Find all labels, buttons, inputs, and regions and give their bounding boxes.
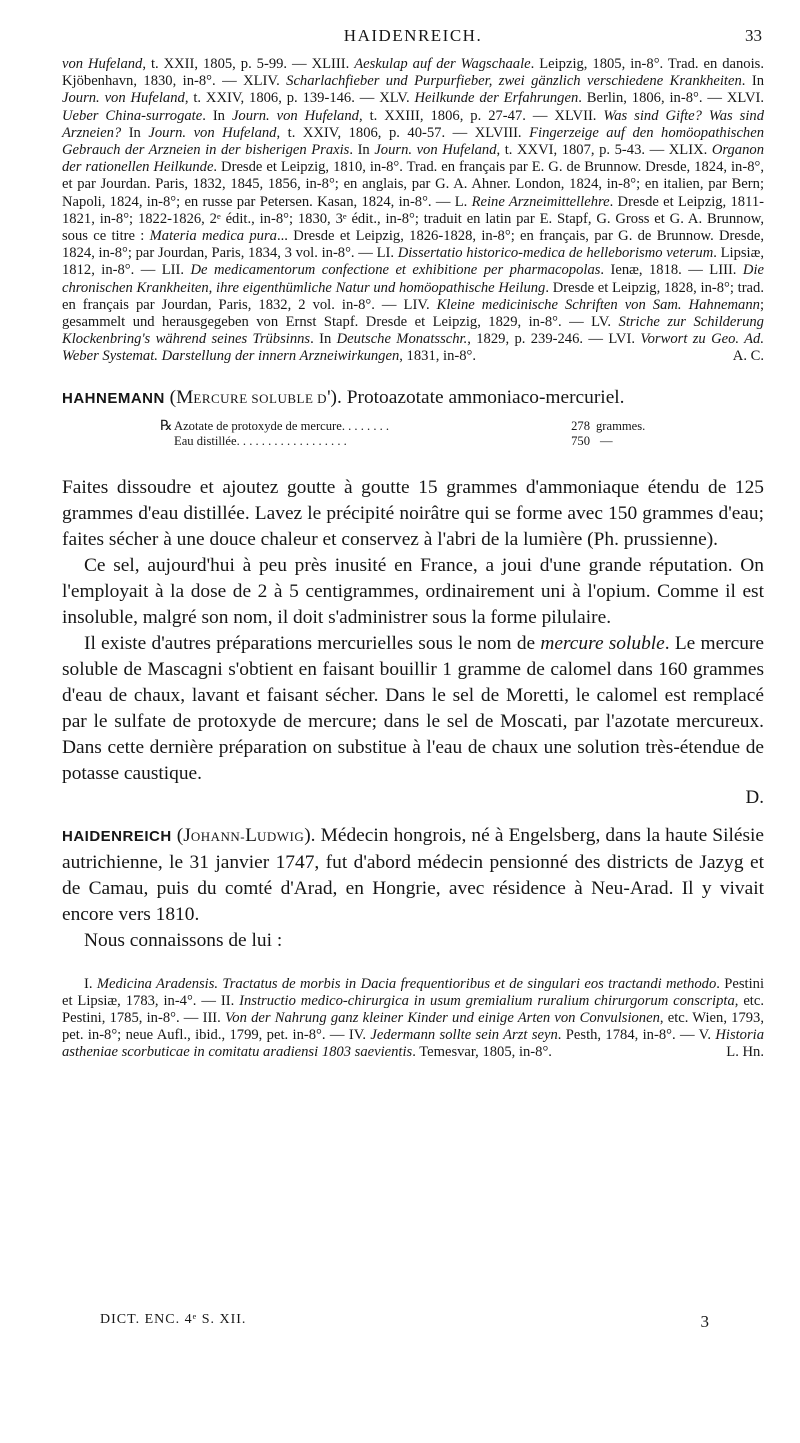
- text-run: . Pesth, 1784, in-8°. — V.: [557, 1027, 716, 1044]
- work-title-italic: Journ. von Hufeland: [374, 142, 497, 159]
- page-footer: [100, 1312, 710, 1332]
- formula-quantity: 750: [571, 433, 590, 448]
- forename-smallcaps-2: UDWIG: [256, 828, 305, 844]
- bibliography-haidenreich-body: [62, 976, 764, 1061]
- subtitle-cap: M: [176, 386, 194, 408]
- bibliography-haidenreich: [62, 976, 764, 1062]
- formula-unit: grammes.: [596, 418, 646, 433]
- author-signature-ac: A. C.: [732, 348, 764, 365]
- mercure-paragraph-1: [62, 475, 764, 553]
- text-run: , etc. Pestini, 1785, in-8°. — III.: [62, 992, 764, 1027]
- text-run: , t. XXIV, 1806, p. 139-146. — XLV.: [184, 90, 415, 107]
- recipe-icon: ℞: [160, 418, 173, 434]
- text-run: , 1831, in-8°.: [399, 348, 477, 365]
- paren-open: (: [171, 824, 184, 846]
- text-run: , t. XXIV, 1806, p. 40-57. — XLVIII.: [276, 124, 530, 141]
- bibliography-hufeland: [62, 56, 764, 366]
- formula-table: [160, 419, 764, 449]
- text-run: . Leipzig, 1805, in-8°. Trad. en danois. Kjöbenhavn, 1830, in-8°. — XLIV.: [62, 56, 764, 90]
- text-run: Ce sel, aujourd'hui à peu près inusité en France, a joui d'une grande réputation. On l'employait à la dose de 2 à 5 centigrammes, ordinairement uni à l'opium. Comme il est insoluble, malgré son nom, il doit s'administrer sous la forme pilulaire.: [62, 554, 764, 628]
- text-run: . Pestini et Lipsiæ, 1783, in-4°. — II.: [62, 975, 764, 1009]
- work-title-italic: Medicina Aradensis. Tractatus de morbis in Dacia frequentioribus et de singulari eos tractandi methodo: [96, 975, 717, 992]
- entry-heading-mercure: [62, 384, 764, 413]
- work-title-italic: Was sind Gifte? Was sind Arzneien?: [62, 107, 764, 141]
- work-title-italic: Organon der rationellen Heilkunde: [62, 142, 764, 176]
- work-title-italic: Vorwort zu Geo. Ad. Weber Systemat. Darstellung der innern Arzneiwirkungen: [62, 331, 764, 365]
- work-title-italic: Heilkunde der Erfahrungen: [414, 90, 579, 107]
- work-title-italic: Journ. von Hufeland: [148, 124, 277, 141]
- entry-heading-haidenreich: [62, 823, 764, 928]
- mercure-paragraph-2: [62, 553, 764, 631]
- work-title-italic: Jedermann sollte sein Arzt seyn: [370, 1027, 558, 1044]
- work-title-italic: Instructio medico-chirurgica in usum gremialium ruralium chirurgorum conscripta: [239, 992, 735, 1009]
- work-title-italic: De medicamentorum confectione et exhibitione per pharmacopolas: [190, 262, 601, 279]
- text-run: . Dresde et Leipzig, 1811-1821, in-8°; 1822-1826, 2ᵉ édit., in-8°; 1830, 3ᵉ édit., in-8°; traduit en latin par E. Stapf, G. Gross et G. A. Brunnow, sous ce titre :: [62, 193, 764, 245]
- paren-open: (: [164, 386, 177, 408]
- running-head: [62, 26, 764, 56]
- text-run: , t. XXII, 1805, p. 5-99. — XLIII.: [142, 56, 355, 72]
- sheet-signature: DICT. ENC. 4ᵉ S. XII.: [100, 1312, 247, 1327]
- text-run: . Temesvar, 1805, in-8°.: [412, 1044, 552, 1061]
- forename-cap-2: L: [245, 824, 257, 846]
- text-run: . Dresde et Leipzig, 1828, in-8°; trad. en français par Jourdan, Paris, 1832, 2 vol. in-8°. — LIV.: [62, 279, 764, 313]
- work-title-italic: Ueber China-surrogate: [62, 107, 203, 124]
- sheet-number: 3: [700, 1312, 710, 1331]
- formula-ingredient: Eau distillée. . . . . . . . . . . . . . . . . .: [174, 433, 347, 448]
- formula-row: [160, 434, 764, 449]
- work-title-italic: mercure soluble: [540, 632, 665, 654]
- mercure-paragraph-3: [62, 631, 764, 787]
- text-run: Faites dissoudre et ajoutez goutte à goutte 15 grammes d'ammoniaque étendu de 125 grammes d'eau distillée. Lavez le précipité noirâtre qui se forme avec 150 grammes d'eau; faites sécher à une douce chaleur et conservez à l'abri de la lumière (Ph. prussienne).: [62, 476, 764, 550]
- author-signature-lhn: L. Hn.: [726, 1044, 764, 1061]
- text-run: ; gesammelt und herausgegeben von Ernst Stapf. Dresde et Leipzig, 1829, in-8°. — LV.: [62, 296, 764, 331]
- text-run: . Dresde et Leipzig, 1810, in-8°. Trad. en français par E. G. de Brunnow. Dresde, 1824, in-8°, et par Jourdan. Paris, 1832, 1845, 1856, in-8°; en anglais, par G. A. Ahner. London, 1824, in-8°; en italien, par Bern; Napoli, 1824, in-8°; en russe par Petersen. Kasan, 1824, in-8°. — L.: [62, 159, 764, 210]
- formula-row: [160, 419, 764, 434]
- formula-quantity: 278: [571, 418, 590, 433]
- work-title-italic: von Hufeland: [62, 56, 143, 72]
- text-run: ... Dresde et Leipzig, 1826-1828, in-8°; en français, par G. de Brunnow. Dresde, 1824, in-8°; par Jourdan, Paris, 1834, 3 vol. in-8°. — LI.: [62, 228, 765, 262]
- subtitle-smallcaps: ERCURE SOLUBLE D: [193, 390, 328, 406]
- work-title-italic: Die chronischen Krankheiten, ihre eigenthümliche Natur und homöopathische Heilung: [62, 262, 764, 296]
- paren-close: ').: [327, 386, 347, 408]
- text-run: , 1829, p. 239-246. — LVI.: [467, 331, 641, 348]
- work-title-italic: Deutsche Monatsschr.: [336, 331, 468, 348]
- text-run: . In: [202, 107, 232, 124]
- formula-unit: —: [600, 433, 613, 448]
- work-title-italic: Journ. von Hufeland: [62, 90, 185, 107]
- text-run: , etc. Wien, 1793, pet. in-8°; neue Aufl., ibid., 1799, pet. in-8°. — IV.: [62, 1010, 765, 1044]
- biography-text: Médecin hongrois, né à Engelsberg, dans la haute Silésie autrichienne, le 31 janvier 1747, fut d'abord médecin pensionné des districts de Jazyg et de Camau, puis du comté d'Arad, en Hongrie, avec résidence à Neu-Arad. Il y vivait encore vers 1810.: [62, 824, 764, 925]
- work-title-italic: Historia astheniae scorbuticae in comitatu aradiensi 1803 saevientis: [62, 1027, 764, 1061]
- work-title-italic: Dissertatio historico-medica de helleborismo veterum: [397, 245, 714, 262]
- work-title-italic: Scharlachfieber und Purpurfieber, zwei gänzlich verschiedene Krankheiten: [286, 73, 742, 90]
- paren-close: ).: [304, 824, 321, 846]
- work-title-italic: Materia medica pura: [149, 228, 277, 245]
- headword-haidenreich: HAIDENREICH: [62, 827, 172, 845]
- text-run: . In: [741, 73, 764, 90]
- text-run: . In: [349, 142, 375, 159]
- forename-cap: J: [183, 824, 191, 846]
- running-title: HAIDENREICH.: [343, 26, 483, 45]
- work-title-italic: Journ. von Hufeland: [231, 107, 359, 124]
- headword-hahnemann: HAHNEMANN: [62, 389, 165, 407]
- text-run: In: [121, 124, 149, 141]
- works-intro: Nous connaissons de lui :: [84, 929, 283, 951]
- page-number: 33: [745, 26, 762, 45]
- text-run: . In: [310, 331, 337, 348]
- work-title-italic: Striche zur Schilderung Klockenbring's während seines Trübsinns: [62, 314, 764, 348]
- entry-definition: Protoazotate ammoniaco-mercuriel.: [346, 386, 625, 408]
- formula-ingredient: Azotate de protoxyde de mercure. . . . . . . .: [174, 418, 390, 433]
- text-run: , t. XXIII, 1806, p. 27-47. — XLVII.: [358, 107, 604, 124]
- text-run: . Lipsiæ, 1812, in-8°. — LII.: [62, 245, 764, 279]
- text-run: Il existe d'autres préparations mercurielles sous le nom de: [84, 632, 541, 654]
- bibliography-hufeland-body: [62, 56, 764, 364]
- author-signature-d: D.: [745, 786, 764, 808]
- work-title-italic: Von der Nahrung ganz kleiner Kinder und einige Arten von Convulsionen: [225, 1010, 660, 1027]
- forename-smallcaps: OHANN-: [190, 828, 246, 844]
- work-title-italic: Fingerzeige auf den homöopathischen Gebrauch der Arzneien in der bisherigen Praxis: [62, 124, 764, 159]
- work-title-italic: Kleine medicinische Schriften von Sam. Hahnemann: [436, 296, 760, 313]
- text-run: . Le mercure soluble de Mascagni s'obtient en faisant bouillir 1 gramme de calomel dans 160 grammes d'eau de chaux, lavant et faisant sécher. Dans le sel de Moretti, le calomel est remplacé par le sulfate de protoxyde de mercure; dans le sel de Moscati, par l'azotate mercureux. Dans cette dernière préparation on substitue à l'eau de chaux une solution très-étendue de potasse caustique.: [62, 632, 765, 784]
- text-run: , t. XXVI, 1807, p. 5-43. — XLIX.: [496, 142, 712, 159]
- work-title-italic: Aeskulap auf der Wagschaale: [354, 56, 531, 72]
- text-run: . Berlin, 1806, in-8°. — XLVI.: [578, 90, 764, 107]
- text-run: I.: [84, 975, 97, 992]
- work-title-italic: Reine Arzneimittellehre: [471, 193, 610, 210]
- text-run: . Ienæ, 1818. — LIII.: [600, 262, 743, 279]
